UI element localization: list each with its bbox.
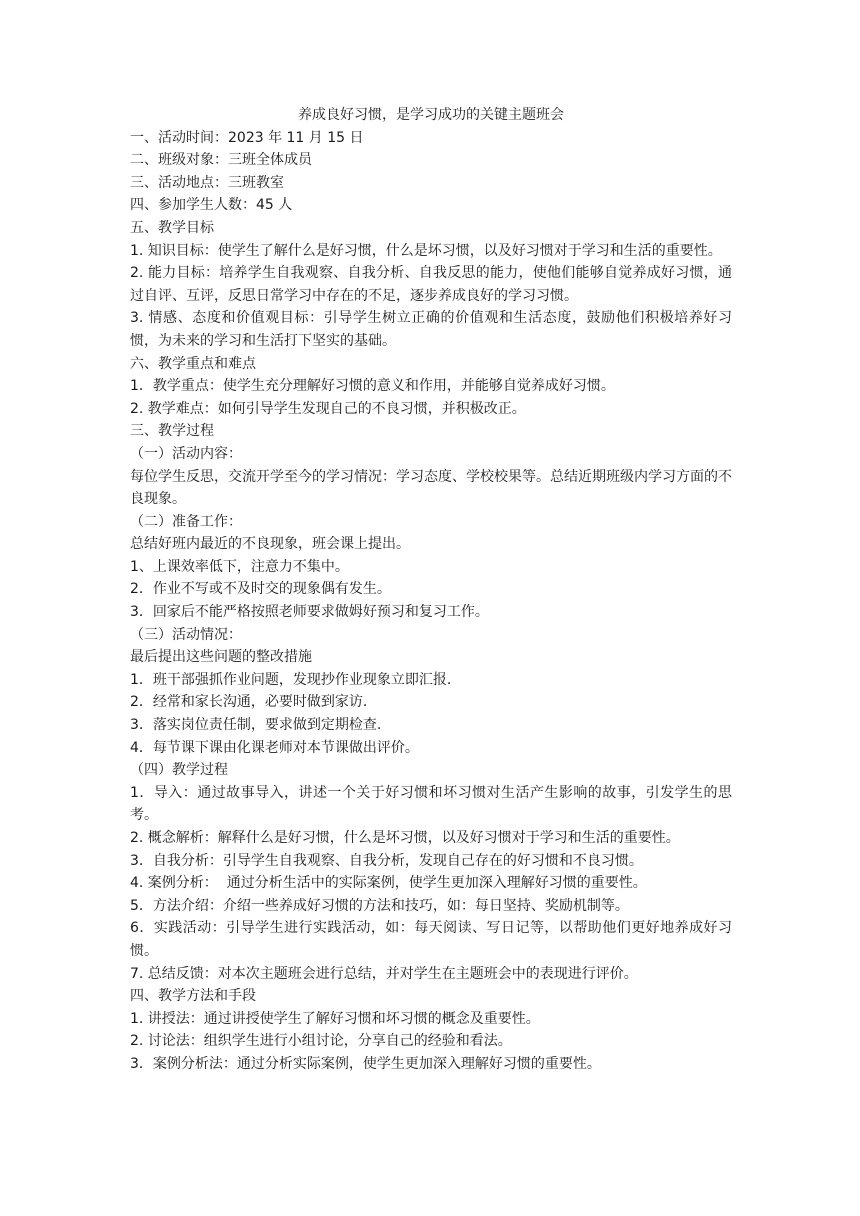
process-step: 3．自我分析：引导学生自我观察、自我分析，发现自己存在的好习惯和不良习惯。 <box>130 852 643 869</box>
process-step: 5．方法介绍：介绍一些养成好习惯的方法和技巧，如：每日坚持、奖励机制等。 <box>130 897 629 914</box>
list-item: 2．作业不写或不及时交的现象偶有发生。 <box>130 581 391 598</box>
subsection-heading: （四）教学过程 <box>130 762 228 779</box>
list-item: 1．班干部强抓作业问题，发现抄作业现象立即汇报. <box>130 671 452 688</box>
list-item: 3．回家后不能严格按照老师要求做姆好预习和复习工作。 <box>130 604 489 621</box>
key-point-item: 2. 教学难点：如何引导学生发现自己的不良习惯，并积极改正。 <box>130 400 526 417</box>
paragraph: 最后提出这些问题的整改措施 <box>130 649 312 666</box>
section-heading: 四、教学方法和手段 <box>130 988 256 1005</box>
method-item: 1. 讲授法：通过讲授使学生了解好习惯和坏习惯的概念及重要性。 <box>130 1010 540 1027</box>
method-item: 2. 讨论法：组织学生进行小组讨论，分享自己的经验和看法。 <box>130 1033 512 1050</box>
method-item: 3．案例分析法：通过分析实际案例，使学生更加深入理解好习惯的重要性。 <box>130 1055 601 1072</box>
paragraph: 总结好班内最近的不良现象，班会课上提出。 <box>130 536 410 553</box>
process-step: 2. 概念解析：解释什么是好习惯，什么是坏习惯，以及好习惯对于学习和生活的重要性。 <box>130 830 680 846</box>
document-title: 养成良好习惯，是学习成功的关键主题班会 <box>298 107 564 123</box>
document-page <box>130 104 732 1076</box>
subsection-heading: （二）准备工作： <box>130 513 242 530</box>
list-item: 3．落实岗位责任制，要求做到定期检查. <box>130 717 382 734</box>
student-count: 四、参加学生人数：45 人 <box>130 197 293 214</box>
activity-location: 三、活动地点：三班教室 <box>130 174 284 191</box>
process-step: 7. 总结反馈：对本次主题班会进行总结，并对学生在主题班会中的表现进行评价。 <box>130 965 638 982</box>
list-item: 4．每节课下课由化课老师对本节课做出评价。 <box>130 739 419 756</box>
class-target: 二、班级对象：三班全体成员 <box>130 152 312 169</box>
key-point-item: 1．教学重点：使学生充分理解好习惯的意义和作用，并能够自觉养成好习惯。 <box>130 378 615 395</box>
goal-item: 1. 知识目标：使学生了解什么是好习惯，什么是坏习惯，以及好习惯对于学习和生活的重要性。 <box>130 242 722 259</box>
process-step: 4. 案例分析： 通过分析生活中的实际案例，使学生更加深入理解好习惯的重要性。 <box>130 875 647 892</box>
section-heading: 六、教学重点和难点 <box>130 355 256 372</box>
process-step: 6．实践活动：引导学生进行实践活动，如：每天阅读、写日记等，以帮助他们更好地养成好习惯。 <box>130 920 732 959</box>
process-step: 1．导入：通过故事导入，讲述一个关于好习惯和坏习惯对生活产生影响的故事，引发学生的思考。 <box>130 784 732 824</box>
activity-time: 一、活动时间：2023 年 11 月 15 日 <box>130 129 364 146</box>
subsection-heading: （三）活动情况： <box>130 626 242 643</box>
section-heading: 五、教学目标 <box>130 219 214 236</box>
section-heading: 三、教学过程 <box>130 423 214 440</box>
paragraph: 每位学生反思，交流开学至今的学习情况：学习态度、学校校果等。总结近期班级内学习方面的不良现象。 <box>130 468 732 508</box>
list-item: 2．经常和家长沟通，必要时做到家访. <box>130 694 368 711</box>
subsection-heading: （一）活动内容： <box>130 445 242 462</box>
goal-item: 2. 能力目标：培养学生自我观察、自我分析、自我反思的能力，使他们能够自觉养成好习惯，通过自评、互评，反思日常学习中存在的不足，逐步养成良好的学习习惯。 <box>130 265 732 304</box>
list-item: 1、上课效率低下，注意力不集中。 <box>130 558 349 575</box>
goal-item: 3. 情感、态度和价值观目标：引导学生树立正确的价值观和生活态度，鼓励他们积极培养好习惯，为未来的学习和生活打下坚实的基础。 <box>130 310 732 349</box>
